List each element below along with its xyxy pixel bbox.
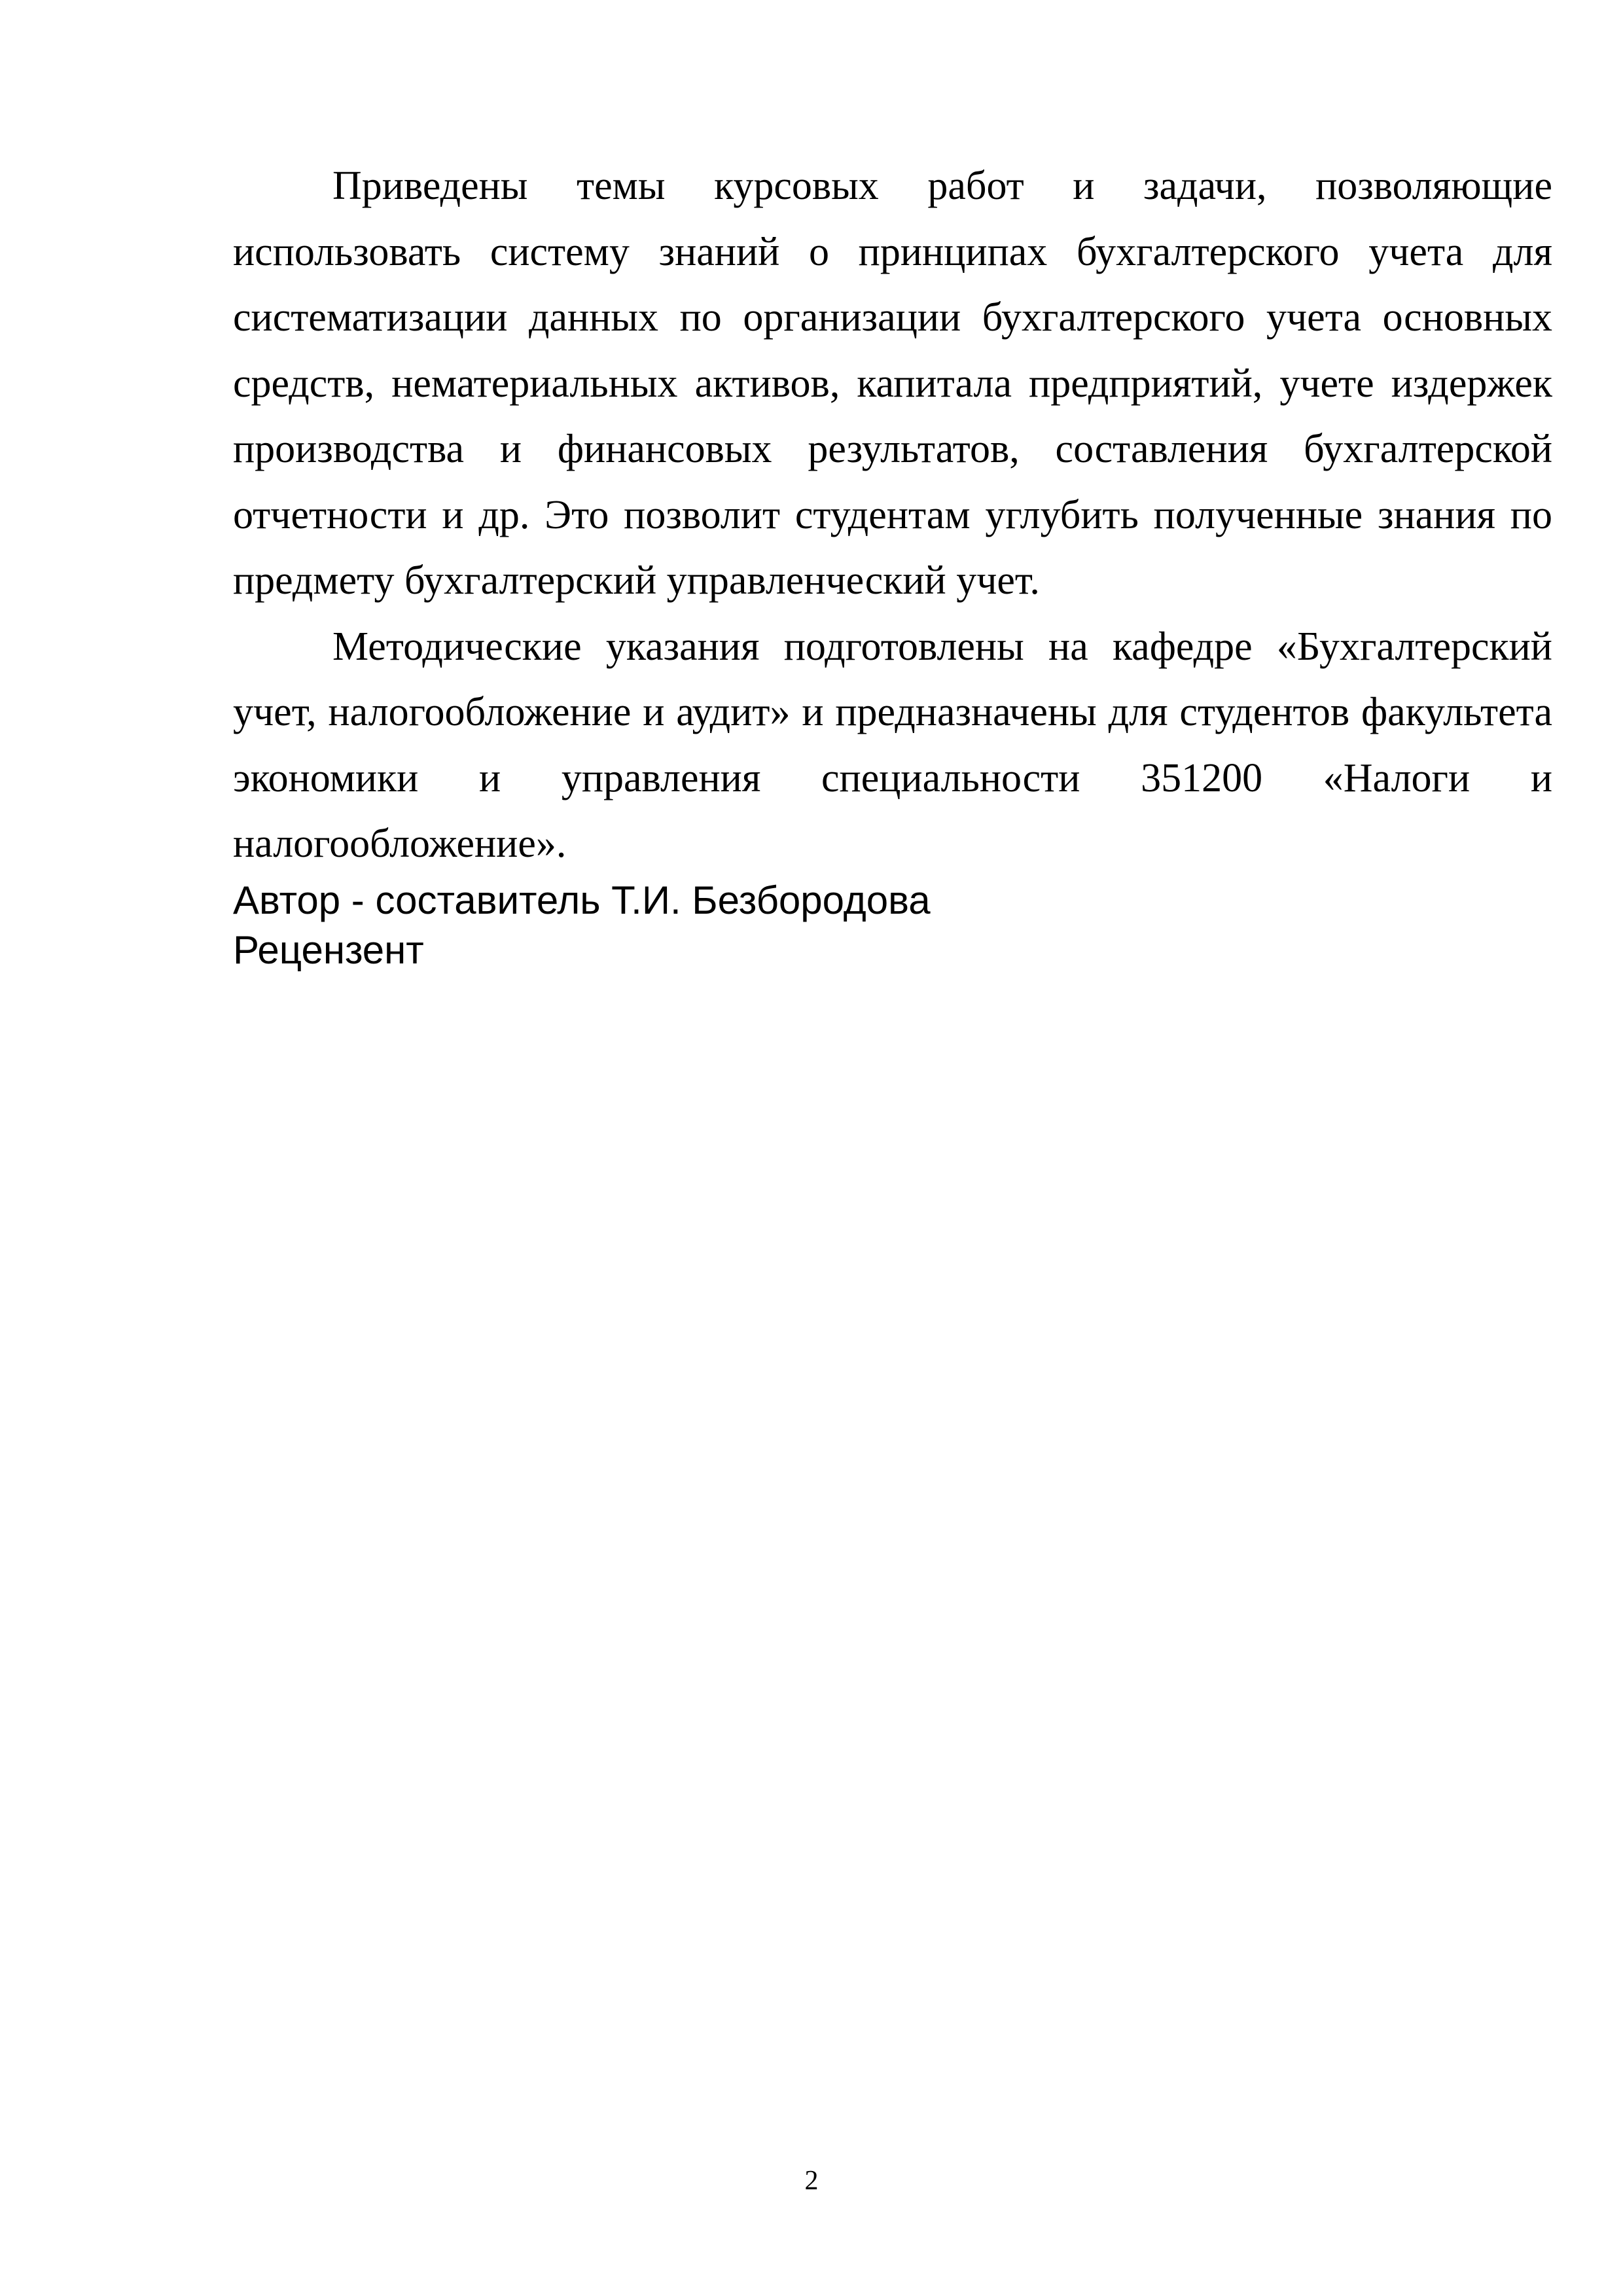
author-line: Автор - составитель Т.И. Безбородова xyxy=(233,878,931,922)
paragraph-intro: Приведены темы курсовых работ и задачи, позволяющие использовать систему знаний о принципах бухгалтерского учета для систематизации данных по организации бухгалтерского учета основных средств, нематериальных активов, капитала предприятий, учете издержек производства и финансовых результатов, составления бухгалтерской отчетности и др. Это позволит студентам углубить полученные знания по предмету бухгалтерский управленческий учет. xyxy=(233,164,1552,603)
body-text xyxy=(233,153,1552,877)
paragraph-methodical-guidelines: Методические указания подготовлены на кафедре «Бухгалтерский учет, налогообложение и аудит» и предназначены для студентов факультета экономики и управления специальности 351200 «Налоги и налогообложение». xyxy=(233,624,1552,866)
authors-block xyxy=(233,876,1552,975)
reviewer-line: Рецензент xyxy=(233,928,424,972)
page-number: 2 xyxy=(804,2166,819,2196)
